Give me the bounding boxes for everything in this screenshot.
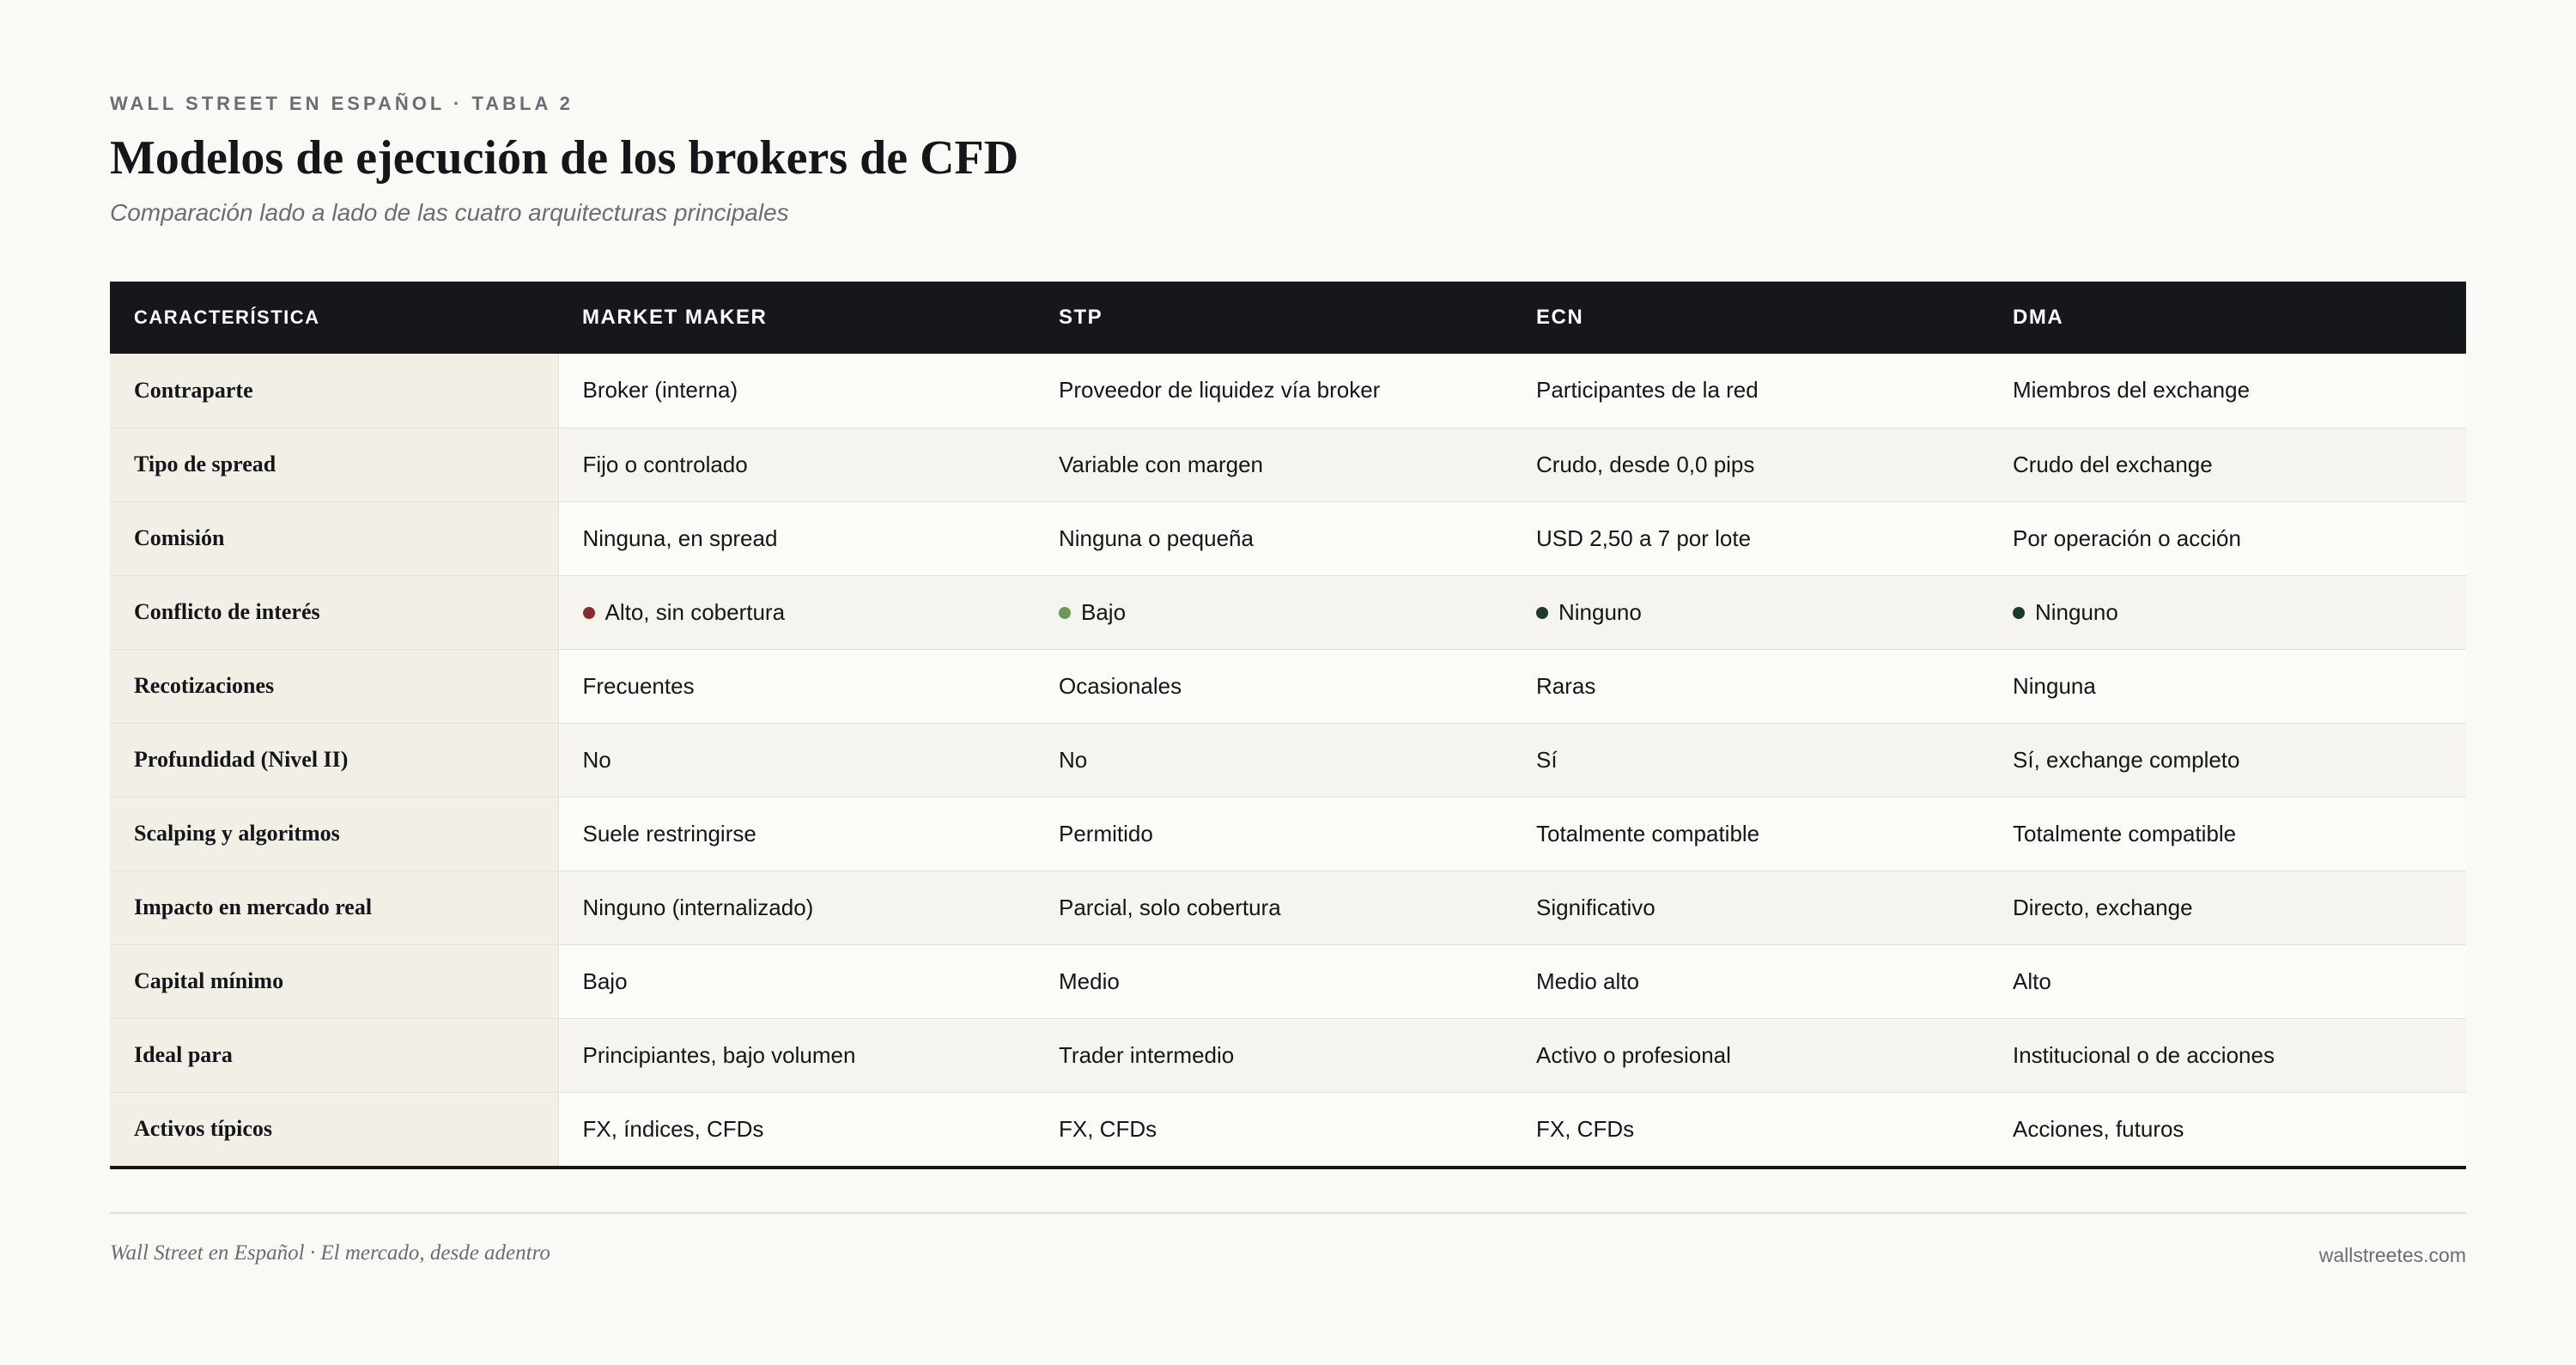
cell-ecn: Significativo bbox=[1512, 871, 1989, 944]
cell-stp: No bbox=[1035, 723, 1512, 797]
cell-ecn bbox=[1512, 575, 1989, 649]
cell-dma: Crudo del exchange bbox=[1989, 428, 2466, 501]
row-feature-label: Activos típicos bbox=[110, 1092, 558, 1166]
cell-dma: Totalmente compatible bbox=[1989, 797, 2466, 871]
cell-market-maker: Ninguna, en spread bbox=[558, 501, 1035, 575]
footer-divider bbox=[110, 1212, 2466, 1214]
cell-market-maker: Principiantes, bajo volumen bbox=[558, 1018, 1035, 1092]
cell-dma: Sí, exchange completo bbox=[1989, 723, 2466, 797]
table-row bbox=[110, 1092, 2466, 1166]
page-title: Modelos de ejecución de los brokers de CFD bbox=[110, 131, 1019, 185]
cell-market-maker: Suele restringirse bbox=[558, 797, 1035, 871]
cell-market-maker: Frecuentes bbox=[558, 649, 1035, 723]
column-header-market-maker: MARKET MAKER bbox=[582, 306, 768, 329]
row-feature-label: Recotizaciones bbox=[110, 649, 558, 723]
footer-tagline: Wall Street en Español · El mercado, desde adentro bbox=[110, 1241, 550, 1265]
cell-ecn: FX, CFDs bbox=[1512, 1092, 1989, 1166]
row-feature-label: Capital mínimo bbox=[110, 944, 558, 1018]
table-row bbox=[110, 797, 2466, 871]
status-dot-icon bbox=[1059, 607, 1071, 619]
table-header bbox=[110, 282, 2466, 354]
cell-dma: Institucional o de acciones bbox=[1989, 1018, 2466, 1092]
cell-market-maker: Fijo o controlado bbox=[558, 428, 1035, 501]
column-header-dma: DMA bbox=[2013, 306, 2064, 329]
row-feature-label: Comisión bbox=[110, 501, 558, 575]
table-row bbox=[110, 575, 2466, 649]
cell-market-maker: Bajo bbox=[558, 944, 1035, 1018]
row-feature-label: Scalping y algoritmos bbox=[110, 797, 558, 871]
table-row bbox=[110, 723, 2466, 797]
cell-stp: Ninguna o pequeña bbox=[1035, 501, 1512, 575]
footer-site-url: wallstreetes.com bbox=[2318, 1244, 2466, 1266]
cell-dma: Alto bbox=[1989, 944, 2466, 1018]
page-subtitle: Comparación lado a lado de las cuatro arquitecturas principales bbox=[110, 199, 789, 226]
cell-stp: Medio bbox=[1035, 944, 1512, 1018]
row-feature-label: Profundidad (Nivel II) bbox=[110, 723, 558, 797]
cell-ecn: Activo o profesional bbox=[1512, 1018, 1989, 1092]
column-header-stp: STP bbox=[1059, 306, 1103, 329]
cell-dma: Acciones, futuros bbox=[1989, 1092, 2466, 1166]
cell-ecn: Crudo, desde 0,0 pips bbox=[1512, 428, 1989, 501]
status-dot-icon bbox=[1536, 607, 1548, 619]
cell-stp: Trader intermedio bbox=[1035, 1018, 1512, 1092]
cell-ecn: USD 2,50 a 7 por lote bbox=[1512, 501, 1989, 575]
cell-stp: Variable con margen bbox=[1035, 428, 1512, 501]
row-feature-label: Tipo de spread bbox=[110, 428, 558, 501]
table-row bbox=[110, 1018, 2466, 1092]
cell-ecn: Totalmente compatible bbox=[1512, 797, 1989, 871]
kicker: WALL STREET EN ESPAÑOL · TABLA 2 bbox=[110, 93, 574, 114]
table-row bbox=[110, 944, 2466, 1018]
cell-ecn: Sí bbox=[1512, 723, 1989, 797]
cell-stp: FX, CFDs bbox=[1035, 1092, 1512, 1166]
table-row bbox=[110, 354, 2466, 428]
status-dot-icon bbox=[2013, 607, 2025, 619]
row-feature-label: Ideal para bbox=[110, 1018, 558, 1092]
cell-dma: Miembros del exchange bbox=[1989, 354, 2466, 428]
cell-text: Ninguno bbox=[2035, 598, 2118, 625]
table-row bbox=[110, 501, 2466, 575]
cell-dma: Directo, exchange bbox=[1989, 871, 2466, 944]
cell-stp: Proveedor de liquidez vía broker bbox=[1035, 354, 1512, 428]
column-header-feature: CARACTERÍSTICA bbox=[134, 306, 320, 328]
cell-text: Bajo bbox=[1081, 598, 1127, 625]
comparison-table-wrapper bbox=[110, 282, 2466, 1169]
row-feature-label: Conflicto de interés bbox=[110, 575, 558, 649]
cell-dma bbox=[1989, 575, 2466, 649]
cell-market-maker: Broker (interna) bbox=[558, 354, 1035, 428]
cell-market-maker: Ninguno (internalizado) bbox=[558, 871, 1035, 944]
cell-market-maker bbox=[558, 575, 1035, 649]
row-feature-label: Contraparte bbox=[110, 354, 558, 428]
comparison-table bbox=[110, 282, 2466, 1166]
cell-text: Ninguno bbox=[1558, 598, 1642, 625]
cell-dma: Por operación o acción bbox=[1989, 501, 2466, 575]
cell-text: Alto, sin cobertura bbox=[605, 598, 786, 625]
status-dot-icon bbox=[583, 607, 595, 619]
cell-dma: Ninguna bbox=[1989, 649, 2466, 723]
cell-market-maker: No bbox=[558, 723, 1035, 797]
header-row bbox=[110, 282, 2466, 354]
table-row bbox=[110, 649, 2466, 723]
table-row bbox=[110, 871, 2466, 944]
cell-ecn: Raras bbox=[1512, 649, 1989, 723]
cell-market-maker: FX, índices, CFDs bbox=[558, 1092, 1035, 1166]
cell-ecn: Participantes de la red bbox=[1512, 354, 1989, 428]
cell-stp: Permitido bbox=[1035, 797, 1512, 871]
table-body bbox=[110, 354, 2466, 1166]
cell-stp: Ocasionales bbox=[1035, 649, 1512, 723]
table-row bbox=[110, 428, 2466, 501]
cell-stp: Parcial, solo cobertura bbox=[1035, 871, 1512, 944]
row-feature-label: Impacto en mercado real bbox=[110, 871, 558, 944]
column-header-ecn: ECN bbox=[1536, 306, 1584, 329]
cell-ecn: Medio alto bbox=[1512, 944, 1989, 1018]
cell-stp bbox=[1035, 575, 1512, 649]
